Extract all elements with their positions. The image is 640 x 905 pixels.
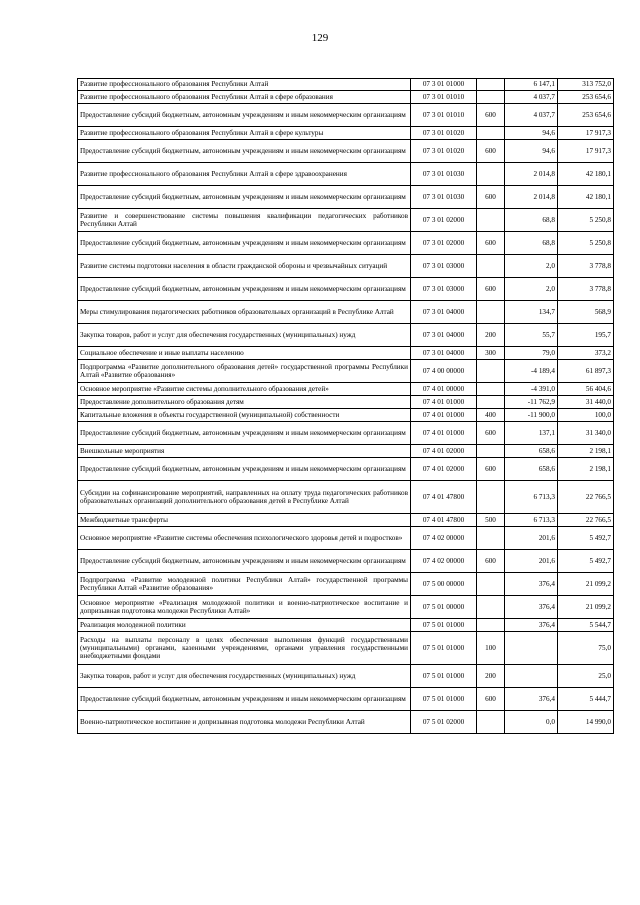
row-change-amount-cell: 2 014,8 bbox=[505, 163, 558, 186]
row-expense-type-cell bbox=[477, 711, 505, 734]
table-row bbox=[78, 711, 614, 734]
table-row bbox=[78, 278, 614, 301]
row-expense-type-cell: 500 bbox=[477, 514, 505, 527]
table-row bbox=[78, 550, 614, 573]
row-total-amount-cell: 14 990,0 bbox=[558, 711, 614, 734]
row-change-amount-cell: 68,8 bbox=[505, 209, 558, 232]
row-total-amount-cell: 2 198,1 bbox=[558, 445, 614, 458]
row-change-amount-cell: 2,0 bbox=[505, 255, 558, 278]
table-row bbox=[78, 347, 614, 360]
row-name-cell: Предоставление субсидий бюджетным, автономным учреждениям и иным некоммерческим организациям bbox=[78, 458, 411, 481]
table-row bbox=[78, 514, 614, 527]
row-change-amount-cell: 4 037,7 bbox=[505, 104, 558, 127]
row-code-cell: 07 4 01 02000 bbox=[411, 445, 477, 458]
table-row bbox=[78, 445, 614, 458]
row-change-amount-cell: 201,6 bbox=[505, 527, 558, 550]
row-total-amount-cell: 22 766,5 bbox=[558, 514, 614, 527]
row-expense-type-cell bbox=[477, 445, 505, 458]
row-expense-type-cell bbox=[477, 209, 505, 232]
row-name-cell: Предоставление субсидий бюджетным, автономным учреждениям и иным некоммерческим организациям bbox=[78, 422, 411, 445]
row-name-cell: Предоставление субсидий бюджетным, автономным учреждениям и иным некоммерческим организациям bbox=[78, 186, 411, 209]
row-code-cell: 07 3 01 03000 bbox=[411, 255, 477, 278]
row-code-cell: 07 3 01 01010 bbox=[411, 104, 477, 127]
row-name-cell: Субсидии на софинансирование мероприятий, направленных на оплату труда педагогических работников образовательных организаций дополнительного образования детей в Республике Алтай bbox=[78, 481, 411, 514]
row-name-cell: Предоставление субсидий бюджетным, автономным учреждениям и иным некоммерческим организациям bbox=[78, 688, 411, 711]
row-change-amount-cell: 376,4 bbox=[505, 573, 558, 596]
row-change-amount-cell: -4 189,4 bbox=[505, 360, 558, 383]
row-total-amount-cell: 3 778,8 bbox=[558, 255, 614, 278]
row-name-cell: Подпрограмма «Развитие дополнительного образования детей» государственной программы Республики Алтай «Развитие образования» bbox=[78, 360, 411, 383]
row-name-cell: Предоставление дополнительного образования детям bbox=[78, 396, 411, 409]
row-expense-type-cell bbox=[477, 91, 505, 104]
row-change-amount-cell bbox=[505, 632, 558, 665]
row-code-cell: 07 4 02 00000 bbox=[411, 527, 477, 550]
row-name-cell: Межбюджетные трансферты bbox=[78, 514, 411, 527]
row-change-amount-cell: 201,6 bbox=[505, 550, 558, 573]
row-total-amount-cell: 25,0 bbox=[558, 665, 614, 688]
row-change-amount-cell: 79,0 bbox=[505, 347, 558, 360]
table-row bbox=[78, 255, 614, 278]
row-change-amount-cell: 2 014,8 bbox=[505, 186, 558, 209]
row-expense-type-cell bbox=[477, 163, 505, 186]
row-total-amount-cell: 5 492,7 bbox=[558, 550, 614, 573]
row-change-amount-cell: 6 713,3 bbox=[505, 481, 558, 514]
row-change-amount-cell: -11 900,0 bbox=[505, 409, 558, 422]
row-name-cell: Социальное обеспечение и иные выплаты населению bbox=[78, 347, 411, 360]
row-name-cell: Развитие профессионального образования Республики Алтай в сфере образования bbox=[78, 91, 411, 104]
row-total-amount-cell: 2 198,1 bbox=[558, 458, 614, 481]
row-code-cell: 07 5 01 01000 bbox=[411, 632, 477, 665]
row-code-cell: 07 4 01 01000 bbox=[411, 396, 477, 409]
row-code-cell: 07 3 01 02000 bbox=[411, 232, 477, 255]
page-number: 129 bbox=[311, 32, 329, 44]
table-row bbox=[78, 458, 614, 481]
row-total-amount-cell: 253 654,6 bbox=[558, 91, 614, 104]
row-name-cell: Расходы на выплаты персоналу в целях обеспечения выполнения функций государственными (муниципальными) органами, казенными учреждениями, органами управления государственными внебюджетными фондами bbox=[78, 632, 411, 665]
row-expense-type-cell bbox=[477, 79, 505, 91]
row-change-amount-cell: 4 037,7 bbox=[505, 91, 558, 104]
row-expense-type-cell: 600 bbox=[477, 422, 505, 445]
row-change-amount-cell: 0,0 bbox=[505, 711, 558, 734]
row-code-cell: 07 4 01 00000 bbox=[411, 383, 477, 396]
row-expense-type-cell bbox=[477, 255, 505, 278]
row-total-amount-cell: 5 250,8 bbox=[558, 209, 614, 232]
row-total-amount-cell: 3 778,8 bbox=[558, 278, 614, 301]
row-change-amount-cell: 6 713,3 bbox=[505, 514, 558, 527]
row-total-amount-cell: 373,2 bbox=[558, 347, 614, 360]
table-row bbox=[78, 396, 614, 409]
row-change-amount-cell: 376,4 bbox=[505, 688, 558, 711]
row-name-cell: Меры стимулирования педагогических работников образовательных организаций в Республике Алтай bbox=[78, 301, 411, 324]
row-code-cell: 07 4 02 00000 bbox=[411, 550, 477, 573]
table-row bbox=[78, 79, 614, 91]
row-change-amount-cell: 6 147,1 bbox=[505, 79, 558, 91]
table-row bbox=[78, 383, 614, 396]
table-row bbox=[78, 596, 614, 619]
row-name-cell: Развитие профессионального образования Республики Алтай в сфере культуры bbox=[78, 127, 411, 140]
row-expense-type-cell: 600 bbox=[477, 186, 505, 209]
row-total-amount-cell: 100,0 bbox=[558, 409, 614, 422]
table-row bbox=[78, 104, 614, 127]
row-code-cell: 07 3 01 04000 bbox=[411, 324, 477, 347]
table-row bbox=[78, 573, 614, 596]
row-expense-type-cell bbox=[477, 527, 505, 550]
row-expense-type-cell bbox=[477, 383, 505, 396]
row-change-amount-cell: 376,4 bbox=[505, 619, 558, 632]
row-code-cell: 07 4 01 01000 bbox=[411, 422, 477, 445]
row-expense-type-cell: 600 bbox=[477, 232, 505, 255]
table-row bbox=[78, 619, 614, 632]
row-code-cell: 07 4 01 47800 bbox=[411, 481, 477, 514]
row-expense-type-cell: 100 bbox=[477, 632, 505, 665]
row-code-cell: 07 5 01 01000 bbox=[411, 619, 477, 632]
row-total-amount-cell: 5 544,7 bbox=[558, 619, 614, 632]
row-code-cell: 07 5 00 00000 bbox=[411, 573, 477, 596]
row-change-amount-cell: -4 391,0 bbox=[505, 383, 558, 396]
row-expense-type-cell: 400 bbox=[477, 409, 505, 422]
row-code-cell: 07 3 01 01010 bbox=[411, 91, 477, 104]
table-row bbox=[78, 140, 614, 163]
row-name-cell: Развитие профессионального образования Республики Алтай в сфере здравоохранения bbox=[78, 163, 411, 186]
row-name-cell: Развитие профессионального образования Республики Алтай bbox=[78, 79, 411, 91]
table-row bbox=[78, 422, 614, 445]
row-total-amount-cell: 61 897,3 bbox=[558, 360, 614, 383]
row-name-cell: Основное мероприятие «Развитие системы дополнительного образования детей» bbox=[78, 383, 411, 396]
row-total-amount-cell: 31 440,0 bbox=[558, 396, 614, 409]
row-expense-type-cell bbox=[477, 619, 505, 632]
row-name-cell: Предоставление субсидий бюджетным, автономным учреждениям и иным некоммерческим организациям bbox=[78, 140, 411, 163]
row-change-amount-cell: 658,6 bbox=[505, 458, 558, 481]
row-total-amount-cell: 5 492,7 bbox=[558, 527, 614, 550]
row-name-cell: Закупка товаров, работ и услуг для обеспечения государственных (муниципальных) нужд bbox=[78, 665, 411, 688]
row-expense-type-cell bbox=[477, 301, 505, 324]
row-total-amount-cell: 21 099,2 bbox=[558, 596, 614, 619]
row-total-amount-cell: 17 917,3 bbox=[558, 140, 614, 163]
row-expense-type-cell: 200 bbox=[477, 665, 505, 688]
row-code-cell: 07 3 01 01020 bbox=[411, 127, 477, 140]
table-row bbox=[78, 688, 614, 711]
table-row bbox=[78, 163, 614, 186]
row-total-amount-cell: 75,0 bbox=[558, 632, 614, 665]
table-row bbox=[78, 409, 614, 422]
table-row bbox=[78, 91, 614, 104]
row-name-cell: Реализация молодежной политики bbox=[78, 619, 411, 632]
row-expense-type-cell bbox=[477, 127, 505, 140]
table-row bbox=[78, 324, 614, 347]
row-expense-type-cell: 600 bbox=[477, 278, 505, 301]
row-total-amount-cell: 42 180,1 bbox=[558, 186, 614, 209]
row-name-cell: Предоставление субсидий бюджетным, автономным учреждениям и иным некоммерческим организациям bbox=[78, 278, 411, 301]
row-expense-type-cell: 300 bbox=[477, 347, 505, 360]
budget-table-body bbox=[78, 79, 614, 734]
row-total-amount-cell: 31 340,0 bbox=[558, 422, 614, 445]
row-change-amount-cell: 55,7 bbox=[505, 324, 558, 347]
row-name-cell: Развитие и совершенствование системы повышения квалификации педагогических работников Республики Алтай bbox=[78, 209, 411, 232]
row-change-amount-cell: 68,8 bbox=[505, 232, 558, 255]
row-code-cell: 07 3 01 01030 bbox=[411, 163, 477, 186]
row-total-amount-cell: 313 752,0 bbox=[558, 79, 614, 91]
row-expense-type-cell bbox=[477, 396, 505, 409]
table-row bbox=[78, 527, 614, 550]
row-name-cell: Капитальные вложения в объекты государственной (муниципальной) собственности bbox=[78, 409, 411, 422]
row-code-cell: 07 5 01 01000 bbox=[411, 688, 477, 711]
table-row bbox=[78, 301, 614, 324]
row-change-amount-cell: 2,0 bbox=[505, 278, 558, 301]
row-total-amount-cell: 5 444,7 bbox=[558, 688, 614, 711]
row-expense-type-cell: 600 bbox=[477, 104, 505, 127]
row-change-amount-cell: 94,6 bbox=[505, 140, 558, 163]
row-code-cell: 07 3 01 01020 bbox=[411, 140, 477, 163]
row-change-amount-cell: 94,6 bbox=[505, 127, 558, 140]
row-name-cell: Основное мероприятие «Реализация молодежной политики и военно-патриотическое воспитание и допризывная подготовка молодежи Республики Алтай» bbox=[78, 596, 411, 619]
row-code-cell: 07 4 01 02000 bbox=[411, 458, 477, 481]
row-code-cell: 07 5 01 00000 bbox=[411, 596, 477, 619]
row-code-cell: 07 5 01 02000 bbox=[411, 711, 477, 734]
row-code-cell: 07 3 01 02000 bbox=[411, 209, 477, 232]
row-code-cell: 07 3 01 04000 bbox=[411, 301, 477, 324]
row-name-cell: Закупка товаров, работ и услуг для обеспечения государственных (муниципальных) нужд bbox=[78, 324, 411, 347]
table-row bbox=[78, 665, 614, 688]
row-code-cell: 07 4 00 00000 bbox=[411, 360, 477, 383]
row-code-cell: 07 5 01 01000 bbox=[411, 665, 477, 688]
row-name-cell: Подпрограмма «Развитие молодежной политики Республики Алтай» государственной программы Республики Алтай «Развитие образования» bbox=[78, 573, 411, 596]
row-code-cell: 07 4 01 01000 bbox=[411, 409, 477, 422]
row-change-amount-cell: 134,7 bbox=[505, 301, 558, 324]
table-row bbox=[78, 481, 614, 514]
row-expense-type-cell bbox=[477, 360, 505, 383]
row-change-amount-cell: 137,1 bbox=[505, 422, 558, 445]
row-expense-type-cell: 600 bbox=[477, 140, 505, 163]
row-code-cell: 07 3 01 04000 bbox=[411, 347, 477, 360]
row-code-cell: 07 3 01 03000 bbox=[411, 278, 477, 301]
row-expense-type-cell: 600 bbox=[477, 458, 505, 481]
row-expense-type-cell bbox=[477, 481, 505, 514]
row-code-cell: 07 3 01 01030 bbox=[411, 186, 477, 209]
row-change-amount-cell: -11 762,9 bbox=[505, 396, 558, 409]
row-name-cell: Основное мероприятие «Развитие системы обеспечения психологического здоровья детей и подростков» bbox=[78, 527, 411, 550]
row-total-amount-cell: 21 099,2 bbox=[558, 573, 614, 596]
table-row bbox=[78, 632, 614, 665]
row-code-cell: 07 4 01 47800 bbox=[411, 514, 477, 527]
row-total-amount-cell: 195,7 bbox=[558, 324, 614, 347]
row-total-amount-cell: 56 404,6 bbox=[558, 383, 614, 396]
row-expense-type-cell: 600 bbox=[477, 688, 505, 711]
table-row bbox=[78, 186, 614, 209]
row-code-cell: 07 3 01 01000 bbox=[411, 79, 477, 91]
row-name-cell: Предоставление субсидий бюджетным, автономным учреждениям и иным некоммерческим организациям bbox=[78, 550, 411, 573]
table-row bbox=[78, 232, 614, 255]
row-name-cell: Предоставление субсидий бюджетным, автономным учреждениям и иным некоммерческим организациям bbox=[78, 104, 411, 127]
row-expense-type-cell bbox=[477, 573, 505, 596]
row-change-amount-cell: 658,6 bbox=[505, 445, 558, 458]
row-name-cell: Внешкольные мероприятия bbox=[78, 445, 411, 458]
row-total-amount-cell: 17 917,3 bbox=[558, 127, 614, 140]
row-name-cell: Предоставление субсидий бюджетным, автономным учреждениям и иным некоммерческим организациям bbox=[78, 232, 411, 255]
table-row bbox=[78, 209, 614, 232]
row-total-amount-cell: 5 250,8 bbox=[558, 232, 614, 255]
row-total-amount-cell: 568,9 bbox=[558, 301, 614, 324]
row-change-amount-cell: 376,4 bbox=[505, 596, 558, 619]
row-name-cell: Военно-патриотическое воспитание и допризывная подготовка молодежи Республики Алтай bbox=[78, 711, 411, 734]
row-expense-type-cell bbox=[477, 596, 505, 619]
row-total-amount-cell: 42 180,1 bbox=[558, 163, 614, 186]
row-name-cell: Развитие системы подготовки населения в области гражданской обороны и чрезвычайных ситуаций bbox=[78, 255, 411, 278]
row-total-amount-cell: 253 654,6 bbox=[558, 104, 614, 127]
row-total-amount-cell: 22 766,5 bbox=[558, 481, 614, 514]
row-expense-type-cell: 600 bbox=[477, 550, 505, 573]
table-row bbox=[78, 127, 614, 140]
table-row bbox=[78, 360, 614, 383]
budget-table bbox=[77, 78, 614, 734]
row-expense-type-cell: 200 bbox=[477, 324, 505, 347]
row-change-amount-cell bbox=[505, 665, 558, 688]
